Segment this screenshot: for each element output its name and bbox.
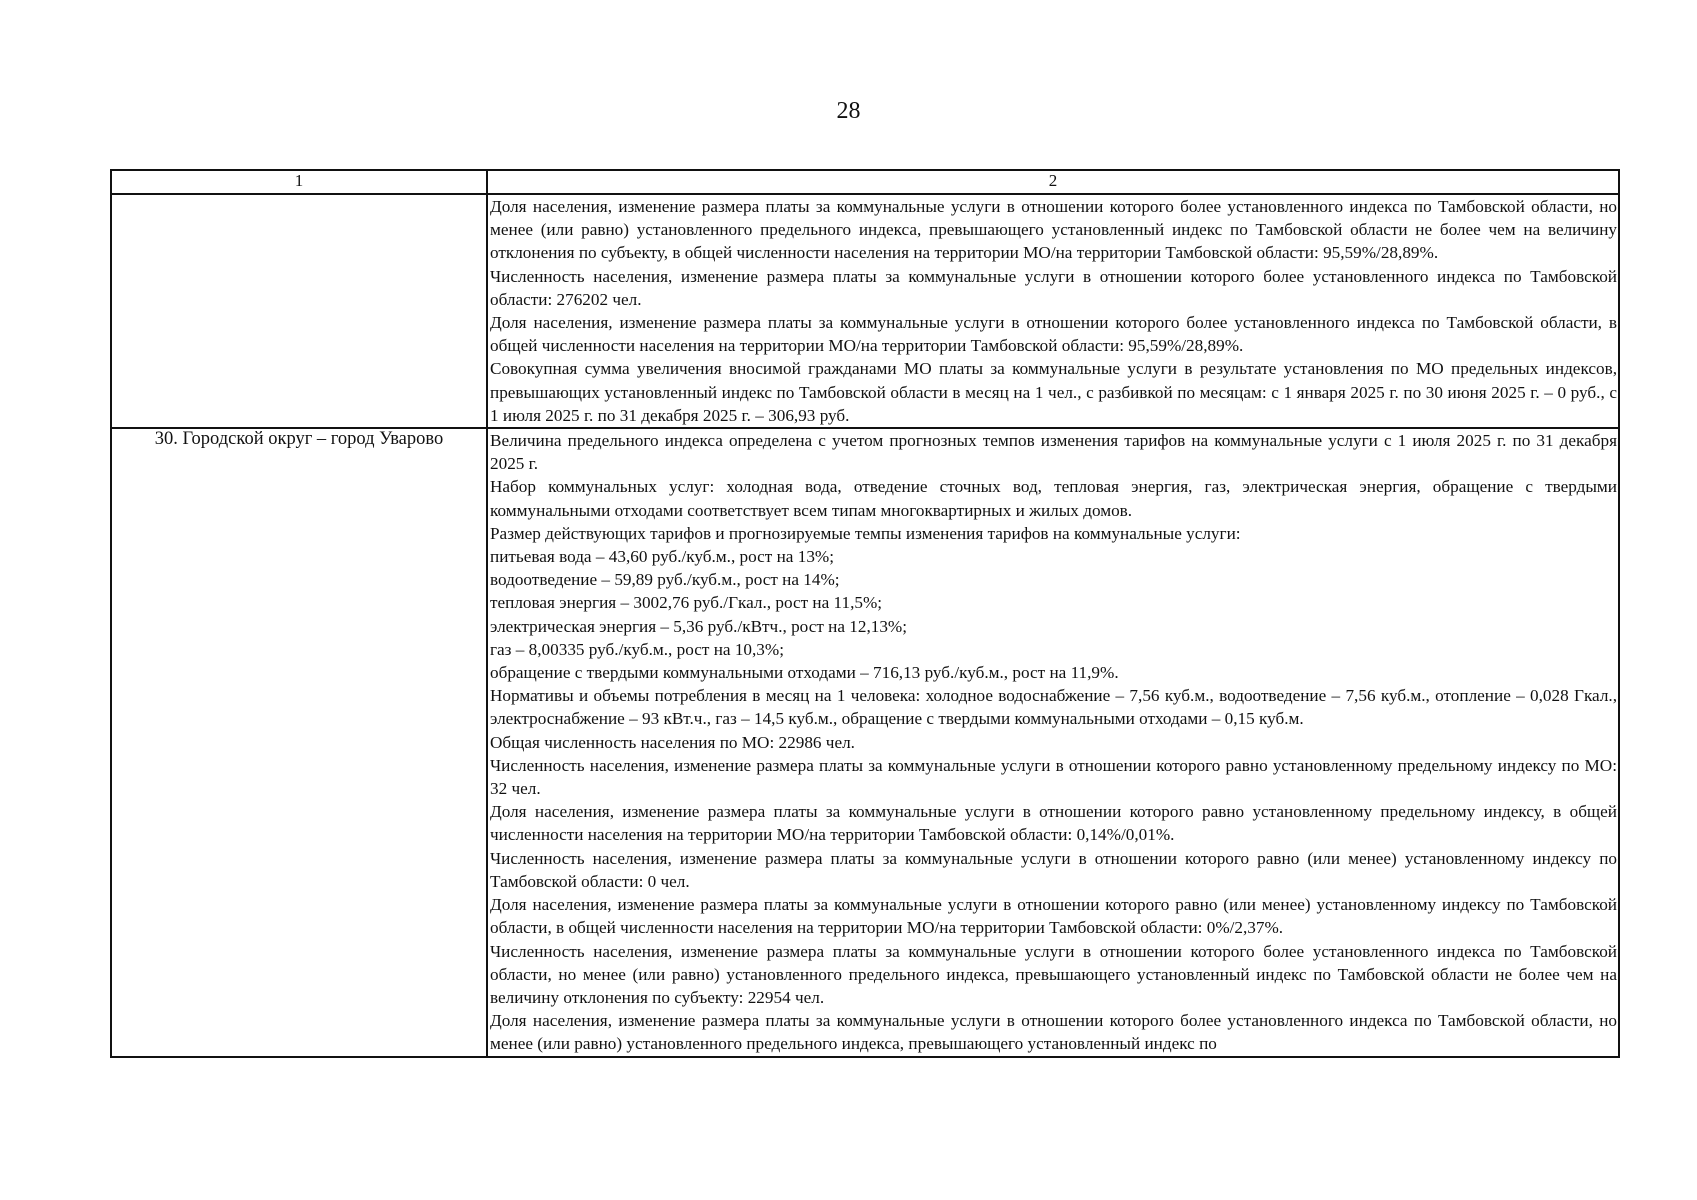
description-cell: [487, 428, 1619, 1056]
paragraph: Величина предельного индекса определена с учетом прогнозных темпов изменения тарифов на коммунальные услуги с 1 июля 2025 г. по 31 декабря 2025 г.: [490, 431, 1617, 474]
tariff-table: [110, 169, 1620, 1058]
paragraph: питьевая вода – 43,60 руб./куб.м., рост на 13%;: [490, 547, 835, 567]
paragraph: газ – 8,00335 руб./куб.м., рост на 10,3%;: [490, 639, 784, 659]
table-row: [111, 194, 1619, 428]
paragraph: Численность населения, изменение размера платы за коммунальные услуги в отношении которого равно установленному предельному индексу по МО: 32 чел.: [490, 755, 1617, 799]
paragraph: электрическая энергия – 5,36 руб./кВтч., рост на 12,13%;: [490, 616, 908, 636]
paragraph: тепловая энергия – 3002,76 руб./Гкал., рост на 11,5%;: [490, 593, 883, 613]
paragraph: Нормативы и объемы потребления в месяц на 1 человека: холодное водоснабжение – 7,56 куб.м., водоотведение – 7,56 куб.м., отопление – 0,028 Гкал., электроснабжение – 93 кВт.ч., газ – 14,5 куб.м., обращение с твердыми коммунальными отходами – 0,15 куб.м.: [490, 686, 1617, 729]
paragraph: Численность населения, изменение размера платы за коммунальные услуги в отношении которого более установленного индекса по Тамбовской области, но менее (или равно) установленного предельного индекса, превышающего установленный индекс по Тамбовской области не более чем на величину отклонения по субъекту: 22954 чел.: [490, 941, 1617, 1007]
paragraph: Численность населения, изменение размера платы за коммунальные услуги в отношении которого равно (или менее) установленному индексу по Тамбовской области: 0 чел.: [490, 848, 1617, 891]
paragraph: водоотведение – 59,89 руб./куб.м., рост на 14%;: [490, 570, 840, 590]
table-header-row: [111, 170, 1619, 194]
municipality-cell: [111, 194, 487, 428]
table-row: [111, 428, 1619, 1056]
paragraph: Доля населения, изменение размера платы за коммунальные услуги в отношении которого равно (или менее) установленному индексу по Тамбовской области, в общей численности населения на территории МО/на территории Тамбовской области: 0%/2,37%.: [490, 895, 1617, 938]
page-number: 28: [836, 98, 861, 124]
header-col-1: 1: [111, 170, 487, 194]
paragraph: Численность населения, изменение размера платы за коммунальные услуги в отношении которого более установленного индекса по Тамбовской области: 276202 чел.: [490, 266, 1617, 309]
header-col-2: 2: [487, 170, 1619, 194]
paragraph: Совокупная сумма увеличения вносимой гражданами МО платы за коммунальные услуги в результате установления по МО предельных индексов, превышающих установленный индекс по Тамбовской области в месяц на 1 чел., с разбивкой по месяцам: с 1 января 2025 г. по 30 июня 2025 г. – 0 руб., с 1 июля 2025 г. по 31 декабря 2025 г. – 306,93 руб.: [490, 359, 1617, 425]
paragraph: Доля населения, изменение размера платы за коммунальные услуги в отношении которого более установленного индекса по Тамбовской области, но менее (или равно) установленного предельного индекса, превышающего установленный индекс по: [490, 1011, 1617, 1054]
description-cell: [487, 194, 1619, 428]
paragraph: Набор коммунальных услуг: холодная вода, отведение сточных вод, тепловая энергия, газ, электрическая энергия, обращение с твердыми коммунальными отходами соответствует всем типам многоквартирных и жилых домов.: [490, 477, 1617, 520]
paragraph: Доля населения, изменение размера платы за коммунальные услуги в отношении которого более установленного индекса по Тамбовской области, но менее (или равно) установленного предельного индекса, превышающего установленный индекс по Тамбовской области не более чем на величину отклонения по субъекту, в общей численности населения на территории МО/на территории Тамбовской области: 95,59%/28,89%.: [490, 197, 1617, 263]
municipality-cell: 30. Городской округ – город Уварово: [111, 428, 487, 1056]
paragraph: Общая численность населения по МО: 22986 чел.: [490, 732, 855, 752]
paragraph: Доля населения, изменение размера платы за коммунальные услуги в отношении которого равно установленному предельному индексу, в общей численности населения на территории МО/на территории Тамбовской области: 0,14%/0,01%.: [490, 802, 1617, 845]
paragraph: Размер действующих тарифов и прогнозируемые темпы изменения тарифов на коммунальные услуги:: [490, 523, 1241, 543]
paragraph: обращение с твердыми коммунальными отходами – 716,13 руб./куб.м., рост на 11,9%.: [490, 663, 1119, 683]
paragraph: Доля населения, изменение размера платы за коммунальные услуги в отношении которого более установленного индекса по Тамбовской области, в общей численности населения на территории МО/на территории Тамбовской области: 95,59%/28,89%.: [490, 313, 1617, 356]
